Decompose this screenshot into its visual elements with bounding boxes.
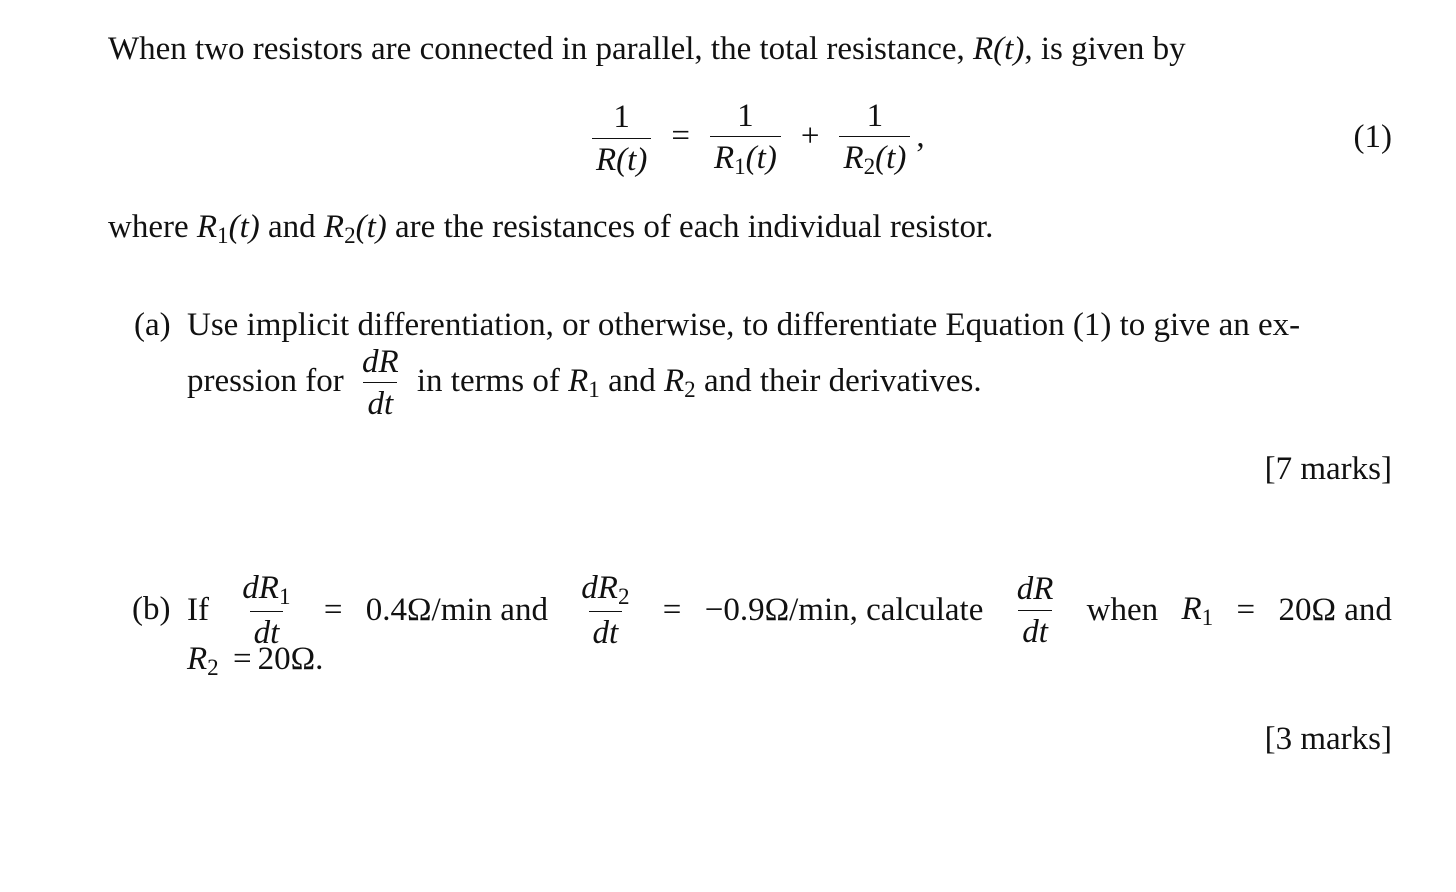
intro-symbol: R(t) xyxy=(973,31,1025,67)
rhs1-den-var: R xyxy=(713,140,735,177)
part-a-line1: Use implicit differentiation, or otherwise, to differentiate Equation (1) to give an ex- xyxy=(187,307,1301,343)
part-a-r1 xyxy=(568,362,600,402)
part-a-derivative xyxy=(358,344,403,423)
part-b-line2 xyxy=(187,640,323,681)
part-b-value3: 20Ω and xyxy=(1278,591,1392,628)
part-a-marks: [7 marks] xyxy=(1264,451,1392,487)
part-a-line2-mid1: in terms of xyxy=(408,362,569,399)
part-b-frac3-den: dt xyxy=(1018,610,1052,650)
intro-text xyxy=(108,30,1186,70)
intro-text-before: When two resistors are connected in parallel, the total resistance, xyxy=(108,31,973,67)
part-b-frac2-num-sub: 2 xyxy=(617,582,630,609)
rhs2-den-arg: (t) xyxy=(875,140,907,177)
part-b-frac2-den: dt xyxy=(589,611,623,651)
equals-sign: = xyxy=(671,118,690,155)
part-b-line2-value: 20Ω. xyxy=(257,641,324,677)
lhs-fraction xyxy=(592,99,651,178)
part-a-frac-num: dR xyxy=(361,344,399,380)
rhs2-den-sub: 2 xyxy=(863,153,876,180)
part-a-r1-sub: 1 xyxy=(588,375,600,402)
part-b-value2: −0.9Ω/min, calculate xyxy=(704,591,984,628)
where-text-2: and xyxy=(259,209,324,245)
part-b-label: (b) xyxy=(132,591,171,627)
rhs1-fraction xyxy=(710,98,781,179)
part-b-frac2 xyxy=(577,570,633,651)
rhs1-den-arg: (t) xyxy=(745,140,777,177)
part-b-frac1-num-sub: 1 xyxy=(278,582,291,609)
part-b-line2-sub: 2 xyxy=(207,653,219,680)
rhs1-den-sub: 1 xyxy=(734,153,746,180)
where-r2-var: R xyxy=(323,209,345,245)
equation-1 xyxy=(586,98,925,179)
part-b-r1 xyxy=(1181,590,1213,631)
part-b-when: when xyxy=(1086,591,1159,628)
where-text-3: are the resistances of each individual resistor. xyxy=(386,209,994,245)
part-b-r1-sub: 1 xyxy=(1201,603,1214,630)
intro-text-after: , is given by xyxy=(1024,31,1186,67)
where-r1-arg: (t) xyxy=(228,209,260,245)
part-a-line2-mid2: and xyxy=(599,362,664,399)
part-b-if: If xyxy=(187,591,209,628)
part-a-r1-var: R xyxy=(568,362,589,399)
rhs1-denominator xyxy=(710,136,781,179)
where-text xyxy=(108,208,993,249)
part-b-frac1-den: dt xyxy=(250,611,284,651)
part-a-line2 xyxy=(187,344,982,423)
part-b-r1-var: R xyxy=(1181,590,1202,627)
part-b-eq3: = xyxy=(1236,591,1256,628)
part-b-marks: [3 marks] xyxy=(1264,721,1392,757)
part-a-r2-sub: 2 xyxy=(684,375,696,402)
rhs2-denominator xyxy=(839,136,910,179)
part-b-frac3-num: dR xyxy=(1016,571,1054,608)
part-b-frac1-num-var: dR xyxy=(242,570,279,606)
rhs2-den-var: R xyxy=(843,140,864,177)
part-a-line2-after: and their derivatives. xyxy=(695,362,982,399)
where-r1-var: R xyxy=(196,209,218,245)
part-b-line2-eq: = xyxy=(232,641,252,677)
plus-sign: + xyxy=(800,118,820,155)
part-b-frac3 xyxy=(1013,571,1058,650)
part-b-frac2-num-var: dR xyxy=(581,570,618,606)
lhs-denominator: R(t) xyxy=(592,138,651,178)
part-a-r2-var: R xyxy=(664,362,685,399)
part-b-value1: 0.4Ω/min and xyxy=(365,591,548,628)
part-b-line2-r2 xyxy=(187,641,219,680)
part-b-frac2-num xyxy=(577,570,633,611)
part-b-eq1: = xyxy=(323,591,343,628)
part-a-label: (a) xyxy=(134,307,171,343)
part-b-eq2: = xyxy=(662,591,682,628)
part-a-line2-before: pression for xyxy=(187,362,352,399)
lhs-numerator: 1 xyxy=(613,99,630,136)
part-b-line2-var: R xyxy=(187,641,208,677)
where-r1 xyxy=(196,209,260,248)
rhs2-fraction xyxy=(839,98,910,179)
where-r2-sub: 2 xyxy=(344,221,356,248)
equation-trailing-comma: , xyxy=(916,118,925,155)
part-a-frac-den: dt xyxy=(363,382,397,422)
part-a-r2 xyxy=(664,362,696,402)
where-r1-sub: 1 xyxy=(217,221,229,248)
part-b-line1 xyxy=(187,570,1392,651)
where-text-1: where xyxy=(108,209,197,245)
where-r2 xyxy=(323,209,387,248)
part-b-frac1-num xyxy=(238,570,294,611)
equation-label: (1) xyxy=(1353,119,1392,155)
rhs1-numerator: 1 xyxy=(737,98,754,134)
rhs2-numerator: 1 xyxy=(866,98,884,134)
where-r2-arg: (t) xyxy=(355,209,387,245)
